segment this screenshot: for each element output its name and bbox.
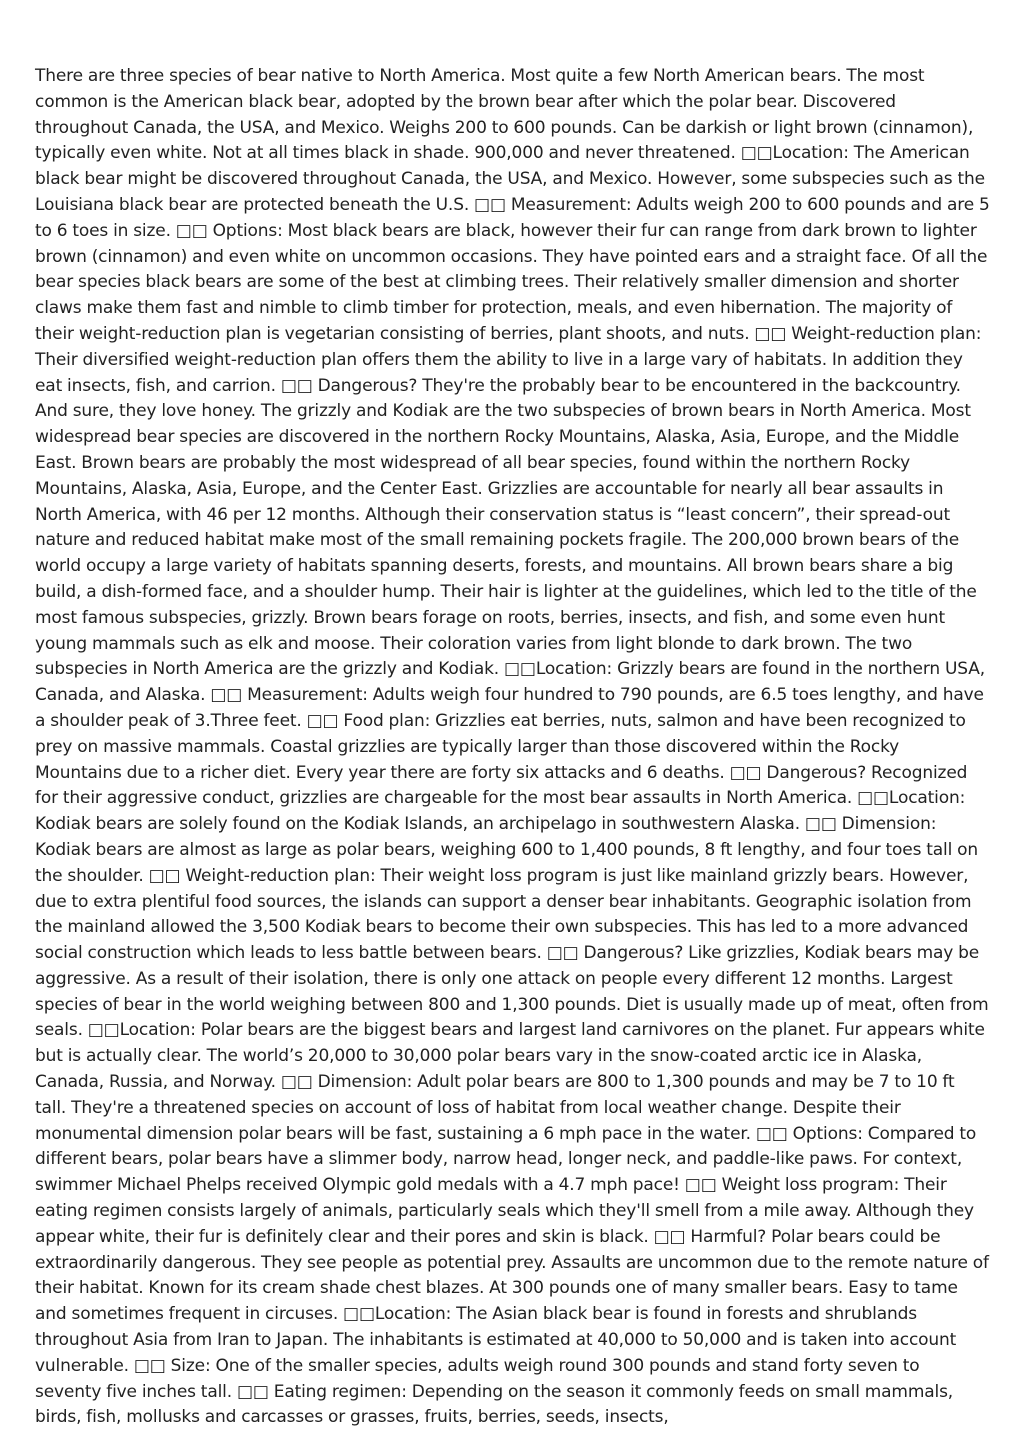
- body-paragraph: There are three species of bear native to North America. Most quite a few North American bears. The most common is the American black bear, adopted by the brown bear after which the polar bear. Discovered throughout Canada, the USA, and Mexico. Weighs 200 to 600 pounds. Can be darkish or light brown (cinnamon), typically even white. Not at all times black in shade. 900,000 and never threatened. □□Location: The American black bear might be discovered throughout Canada, the USA, and Mexico. However, some subspecies such as the Louisiana black bear are protected beneath the U.S. □□ Measurement: Adults weigh 200 to 600 pounds and are 5 to 6 toes in size. □□ Options: Most black bears are black, however their fur can range from dark brown to lighter brown (cinnamon) and even white on uncommon occasions. They have pointed ears and a straight face. Of all the bear species black bears are some of the best at climbing trees. Their relatively smaller dimension and shorter claws make them fast and nimble to climb timber for protection, meals, and even hibernation. The majority of their weight-reduction plan is vegetarian consisting of berries, plant shoots, and nuts. □□ Weight-reduction plan: Their diversified weight-reduction plan offers them the ability to live in a large vary of habitats. In addition they eat insects, fish, and carrion. □□ Dangerous? They're the probably bear to be encountered in the backcountry. And sure, they love honey. The grizzly and Kodiak are the two subspecies of brown bears in North America. Most widespread bear species are discovered in the northern Rocky Mountains, Alaska, Asia, Europe, and the Middle East. Brown bears are probably the most widespread of all bear species, found within the northern Rocky Mountains, Alaska, Asia, Europe, and the Center East. Grizzlies are accountable for nearly all bear assaults in North America, with 46 per 12 months. Although their conservation status is “least concern”, their spread-out nature and reduced habitat make most of the small remaining pockets fragile. The 200,000 brown bears of the world occupy a large variety of habitats spanning deserts, forests, and mountains. All brown bears share a big build, a dish-formed face, and a shoulder hump. Their hair is lighter at the guidelines, which led to the title of the most famous subspecies, grizzly. Brown bears forage on roots, berries, insects, and fish, and some even hunt young mammals such as elk and moose. Their coloration varies from light blonde to dark brown. The two subspecies in North America are the grizzly and Kodiak. □□Location: Grizzly bears are found in the northern USA, Canada, and Alaska. □□ Measurement: Adults weigh four hundred to 790 pounds, are 6.5 toes lengthy, and have a shoulder peak of 3.Three feet. □□ Food plan: Grizzlies eat berries, nuts, salmon and have been recognized to prey on massive mammals. Coastal grizzlies are typically larger than those discovered within the Rocky Mountains due to a richer diet. Every year there are forty six attacks and 6 deaths. □□ Dangerous? Recognized for their aggressive conduct, grizzlies are chargeable for the most bear assaults in North America. □□Location: Kodiak bears are solely found on the Kodiak Islands, an archipelago in southwestern Alaska. □□ Dimension: Kodiak bears are almost as large as polar bears, weighing 600 to 1,400 pounds, 8 ft lengthy, and four toes tall on the shoulder. □□ Weight-reduction plan: Their weight loss program is just like mainland grizzly bears. However, due to extra plentiful food sources, the islands can support a denser bear inhabitants. Geographic isolation from the mainland allowed the 3,500 Kodiak bears to become their own subspecies. This has led to a more advanced social construction which leads to less battle between bears. □□ Dangerous? Like grizzlies, Kodiak bears may be aggressive. As a result of their isolation, there is only one attack on people every different 12 months. Largest species of bear in the world weighing between 800 and 1,300 pounds. Diet is usually made up of meat, often from seals. □□Location: Polar bears are the biggest bears and largest land carnivores on the planet. Fur appears white but is actually clear. The world’s 20,000 to 30,000 polar bears vary in the snow-coated arctic ice in Alaska, Canada, Russia, and Norway. □□ Dimension: Adult polar bears are 800 to 1,300 pounds and may be 7 to 10 ft tall. They're a threatened species on account of loss of habitat from local weather change. Despite their monumental dimension polar bears will be fast, sustaining a 6 mph pace in the water. □□ Options: Compared to different bears, polar bears have a slimmer body, narrow head, longer neck, and paddle-like paws. For context, swimmer Michael Phelps received Olympic gold medals with a 4.7 mph pace! □□ Weight loss program: Their eating regimen consists largely of animals, particularly seals which they'll smell from a mile away. Although they appear white, their fur is definitely clear and their pores and skin is black. □□ Harmful? Polar bears could be extraordinarily dangerous. They see people as potential prey. Assaults are uncommon due to the remote nature of their habitat. Known for its cream shade chest blazes. At 300 pounds one of many smaller bears. Easy to tame and sometimes frequent in circuses. □□Location: The Asian black bear is found in forests and shrublands throughout Asia from Iran to Japan. The inhabitants is estimated at 40,000 to 50,000 and is taken into account vulnerable. □□ Size: One of the smaller species, adults weigh round 300 pounds and stand forty seven to seventy five inches tall. □□ Eating regimen: Depending on the season it commonly feeds on small mammals, birds, fish, mollusks and carcasses or grasses, fruits, berries, seeds, insects,: [35, 66, 990, 1428]
- document-page: [35, 64, 990, 1431]
